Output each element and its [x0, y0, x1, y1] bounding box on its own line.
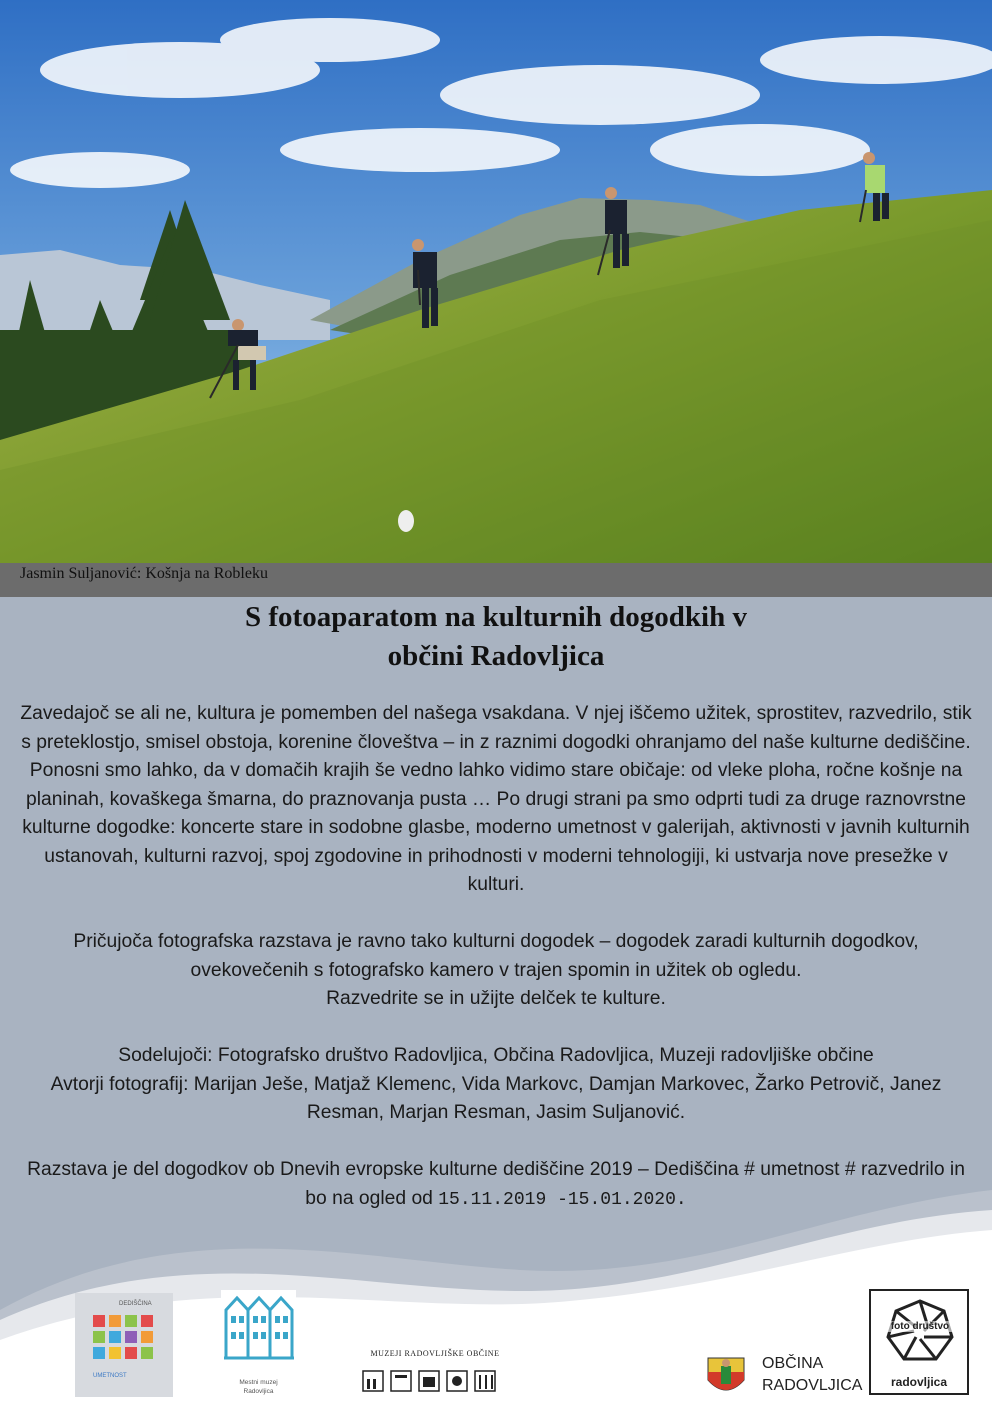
event-dates: 15.11.2019 -15.01.2020.: [438, 1189, 687, 1210]
title-line-1: S fotoaparatom na kulturnih dogodkih v: [245, 601, 747, 633]
photo-caption-bar: [0, 563, 992, 597]
authors-text: Avtorji fotografij: Marijan Ješe, Matjaž Klemenc, Vida Markovc, Damjan Markovec, Žarko Petrovič, Janez Resman, Marjan Resman, Jasim Suljanović.: [50, 1073, 942, 1123]
mestni-muzej-logo: [221, 1290, 296, 1400]
mowing-scene-image: [0, 0, 992, 563]
foto-radovljica-text: radovljica: [890, 1375, 948, 1389]
museum-houses-icon: [221, 1290, 296, 1362]
intro-paragraph: Zavedajoč se ali ne, kultura je pomemben del našega vsakdana. V njej iščemo užitek, sprostitev, razvedrilo, stik s preteklostjo, smisel obstoja, korenine človeštva – in z raznimi dogodki ohranjamo del naše kulturne dediščine. Ponosni smo lahko, da v domačih krajih še vedno lahko vidimo stare običaje: od vleke ploha, ročne košnje na planinah, kovaškega šmarna, do praznovanja pusta … Po drugi strani pa smo odprti tudi za druge raznovrstne kulturne dogodke: koncerte stare in sodobne glasbe, moderno umetnost v galerijah, aktivnosti v javnih kulturnih ustanovah, kulturni razvoj, spoj zgodovine in prihodnosti v moderni tehnologiji, ki ustvarja nove presežke v kulturi.: [20, 703, 972, 895]
exhibit-text-2: Razvedrite se in užijte delček te kulture.: [326, 988, 666, 1009]
heritage-logo-bottom-text: UMETNOST: [93, 1373, 127, 1379]
body-text: [20, 700, 972, 1243]
foto-drustvo-logo: [869, 1289, 969, 1395]
museum-name: Mestni muzej Radovljica: [239, 1379, 278, 1395]
muzeji-icons-row: [361, 1369, 511, 1393]
exhibit-paragraph: [20, 928, 972, 1014]
heritage-icon-grid: [93, 1315, 153, 1369]
muzeji-title: MUZEJI RADOVLJIŠKE OBČINE: [370, 1349, 500, 1358]
title-line-2: občini Radovljica: [387, 640, 605, 672]
muzeji-radovljiske-obcine-logo: [355, 1343, 515, 1398]
exhibit-text-1: Pričujoča fotografska razstava je ravno tako kulturni dogodek – dogodek zaradi kulturnih dogodkov, ovekovečenih s fotografsko kamero v trajen spomin in užitek ob ogledu.: [73, 931, 919, 981]
credits-paragraph: [20, 1042, 972, 1128]
page-title: [0, 598, 992, 676]
coat-of-arms-icon: [704, 1352, 748, 1400]
participants-text: Sodelujoči: Fotografsko društvo Radovljica, Občina Radovljica, Muzeji radovljiške občine: [118, 1045, 874, 1066]
event-text: Razstava je del dogodkov ob Dnevih evropske kulturne dediščine 2019 – Dediščina # umetnost # razvedrilo in bo na ogled od: [27, 1159, 965, 1209]
obcina-line-1: OBČINA: [762, 1355, 824, 1372]
obcina-line-2: RADOVLJICA: [762, 1377, 863, 1394]
photo-caption: Jasmin Suljanović: Košnja na Robleku: [20, 565, 268, 582]
heritage-logo-top-text: DEDIŠČINA: [119, 1301, 152, 1307]
hero-photo: [0, 0, 992, 563]
obcina-radovljica-logo: [700, 1350, 863, 1400]
event-paragraph: [20, 1156, 972, 1214]
heritage-days-logo: [75, 1293, 173, 1397]
foto-drustvo-text: foto društvo: [879, 1321, 961, 1332]
